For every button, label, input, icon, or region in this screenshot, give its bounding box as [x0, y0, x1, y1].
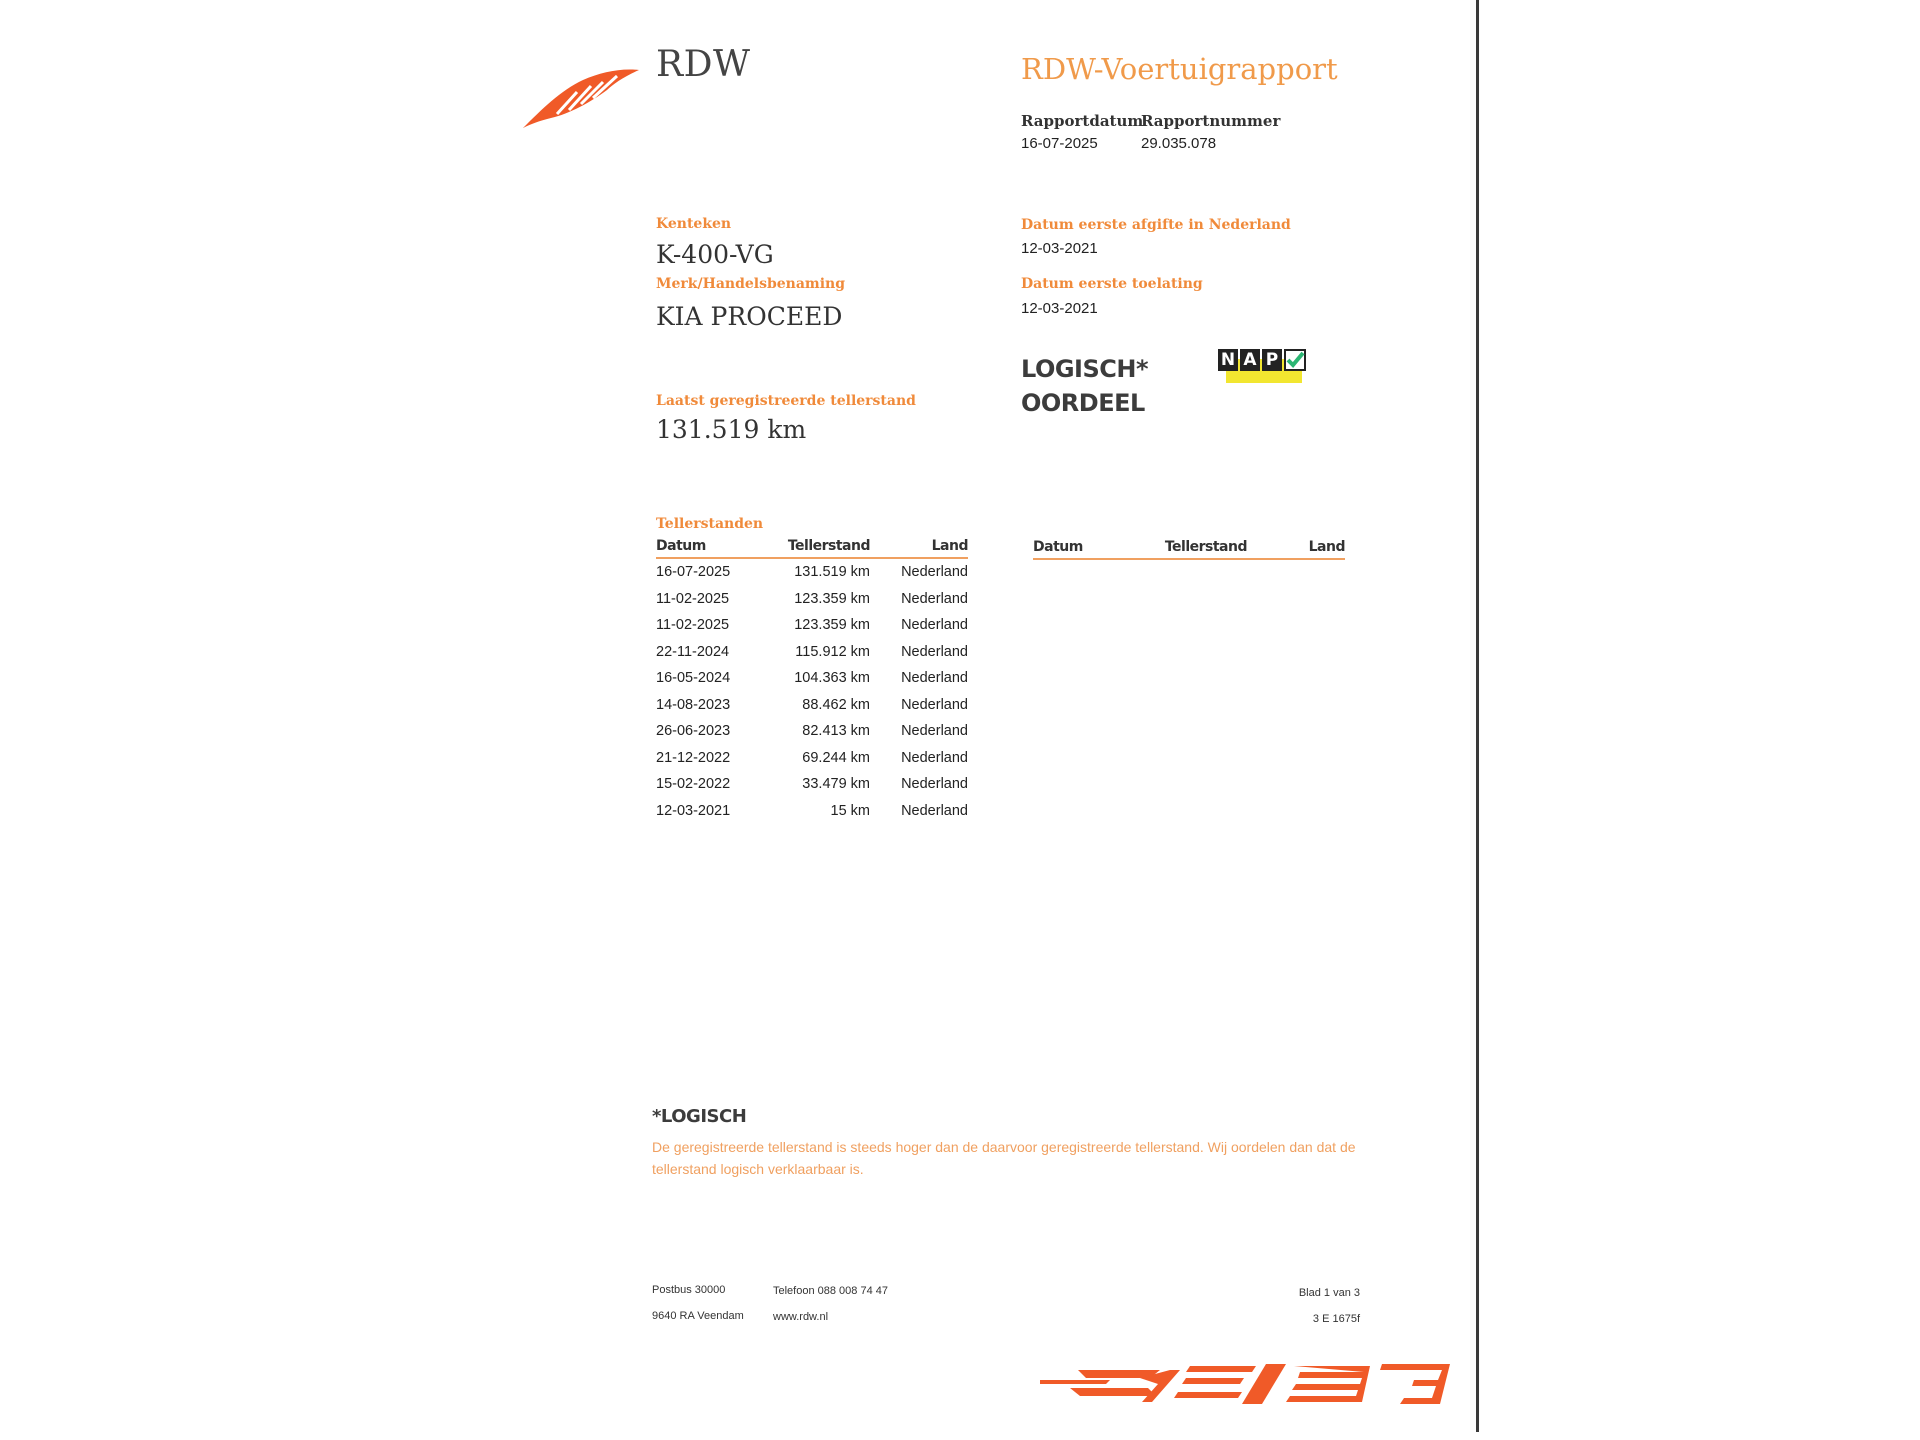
afgifte-value: 12-03-2021 — [1021, 240, 1098, 257]
oordeel-line1: LOGISCH* — [1021, 355, 1149, 383]
footer-code: 3 E 1675f — [1312, 1313, 1360, 1325]
table-row — [656, 558, 968, 586]
logisch-note-title: *LOGISCH — [652, 1106, 747, 1127]
row-land: Nederland — [901, 802, 968, 819]
row-land: Nederland — [901, 776, 968, 793]
report-title: RDW-Voertuigrapport — [1021, 52, 1338, 86]
oordeel-block — [1021, 352, 1148, 420]
row-tellerstand: 69.244 km — [802, 749, 870, 766]
footer-telefoon: Telefoon 088 008 74 47 — [773, 1285, 888, 1297]
table-header-row — [1033, 539, 1345, 559]
tellerstand-value: 131.519 km — [656, 415, 807, 444]
row-tellerstand: 123.359 km — [794, 617, 870, 634]
footer-adres: 9640 RA Veendam — [652, 1310, 744, 1322]
footer-website: www.rdw.nl — [773, 1311, 829, 1323]
row-datum: 14-08-2023 — [656, 696, 731, 713]
kenteken-label: Kenteken — [656, 216, 732, 232]
brand-name: RDW — [656, 44, 751, 85]
row-land: Nederland — [901, 643, 968, 660]
toelating-label: Datum eerste toelating — [1021, 276, 1203, 292]
row-land: Nederland — [901, 590, 968, 607]
row-tellerstand: 15 km — [830, 802, 870, 819]
row-datum: 22-11-2024 — [656, 643, 730, 660]
row-tellerstand: 123.359 km — [794, 590, 870, 607]
logisch-note-text: De geregistreerde tellerstand is steeds hoger dan de daarvoor geregistreerde tellerstand. Wij oordelen dan dat de tellerstand logisch verklaarbaar is. — [652, 1139, 1356, 1177]
table-header-row — [656, 538, 968, 558]
afgifte-label: Datum eerste afgifte in Nederland — [1021, 217, 1291, 233]
col-datum: Datum — [1033, 539, 1143, 559]
col-tellerstand: Tellerstand — [766, 538, 870, 558]
tellerstanden-table-empty — [1033, 539, 1345, 560]
row-datum: 12-03-2021 — [656, 802, 731, 819]
footer-blad: Blad 1 van 3 — [1298, 1287, 1360, 1299]
table-row — [656, 798, 968, 825]
row-datum: 15-02-2022 — [656, 776, 731, 793]
tellerstand-label: Laatst geregistreerde tellerstand — [656, 393, 916, 409]
tellerstanden-rows — [656, 558, 968, 824]
row-tellerstand: 33.479 km — [802, 776, 870, 793]
kenteken-value: K-400-VG — [656, 240, 774, 269]
col-tellerstand: Tellerstand — [1143, 539, 1247, 559]
rapportnummer-value: 29.035.078 — [1141, 135, 1217, 152]
col-land: Land — [1247, 539, 1345, 559]
footer-postbus: Postbus 30000 — [652, 1284, 726, 1296]
oordeel-line2: OORDEEL — [1021, 389, 1145, 417]
table-row — [656, 612, 968, 639]
row-land: Nederland — [901, 670, 968, 687]
row-tellerstand: 88.462 km — [802, 696, 870, 713]
row-tellerstand: 82.413 km — [802, 723, 870, 740]
tellerstanden-title: Tellerstanden — [656, 516, 764, 532]
table-row — [656, 771, 968, 798]
col-datum: Datum — [656, 538, 766, 558]
toelating-value: 12-03-2021 — [1021, 300, 1098, 317]
merk-value: KIA PROCEED — [656, 302, 843, 331]
row-land: Nederland — [901, 749, 968, 766]
table-row — [656, 745, 968, 772]
rapportnummer-label: Rapportnummer — [1141, 112, 1281, 130]
tellerstanden-table — [656, 538, 968, 824]
row-tellerstand: 115.912 km — [795, 643, 870, 660]
row-datum: 16-05-2024 — [656, 670, 731, 687]
row-datum: 16-07-2025 — [656, 564, 731, 581]
table-row — [656, 692, 968, 719]
rapportdatum-value: 16-07-2025 — [1021, 135, 1098, 152]
table-row — [656, 639, 968, 666]
nap-letter-p: P — [1262, 349, 1282, 371]
row-tellerstand: 131.519 km — [794, 564, 870, 581]
row-land: Nederland — [901, 617, 968, 634]
row-tellerstand: 104.363 km — [794, 670, 870, 687]
rdw-feather-logo — [521, 62, 641, 132]
rapportdatum-label: Rapportdatum — [1021, 112, 1144, 130]
table-row — [656, 718, 968, 745]
col-land: Land — [870, 538, 968, 558]
table-row — [656, 665, 968, 692]
nap-badge — [1218, 349, 1308, 385]
page-edge-line — [1476, 0, 1479, 1432]
row-land: Nederland — [901, 564, 968, 581]
row-land: Nederland — [901, 723, 968, 740]
nap-letter-n: N — [1218, 349, 1238, 371]
rdw-stripe-mark — [1040, 1362, 1460, 1406]
row-datum: 11-02-2025 — [656, 617, 730, 634]
table-row — [656, 586, 968, 613]
row-datum: 11-02-2025 — [656, 590, 730, 607]
checkmark-icon — [1284, 349, 1306, 371]
row-land: Nederland — [901, 696, 968, 713]
row-datum: 26-06-2023 — [656, 723, 731, 740]
merk-label: Merk/Handelsbenaming — [656, 276, 846, 292]
nap-letter-a: A — [1240, 349, 1260, 371]
row-datum: 21-12-2022 — [656, 749, 731, 766]
